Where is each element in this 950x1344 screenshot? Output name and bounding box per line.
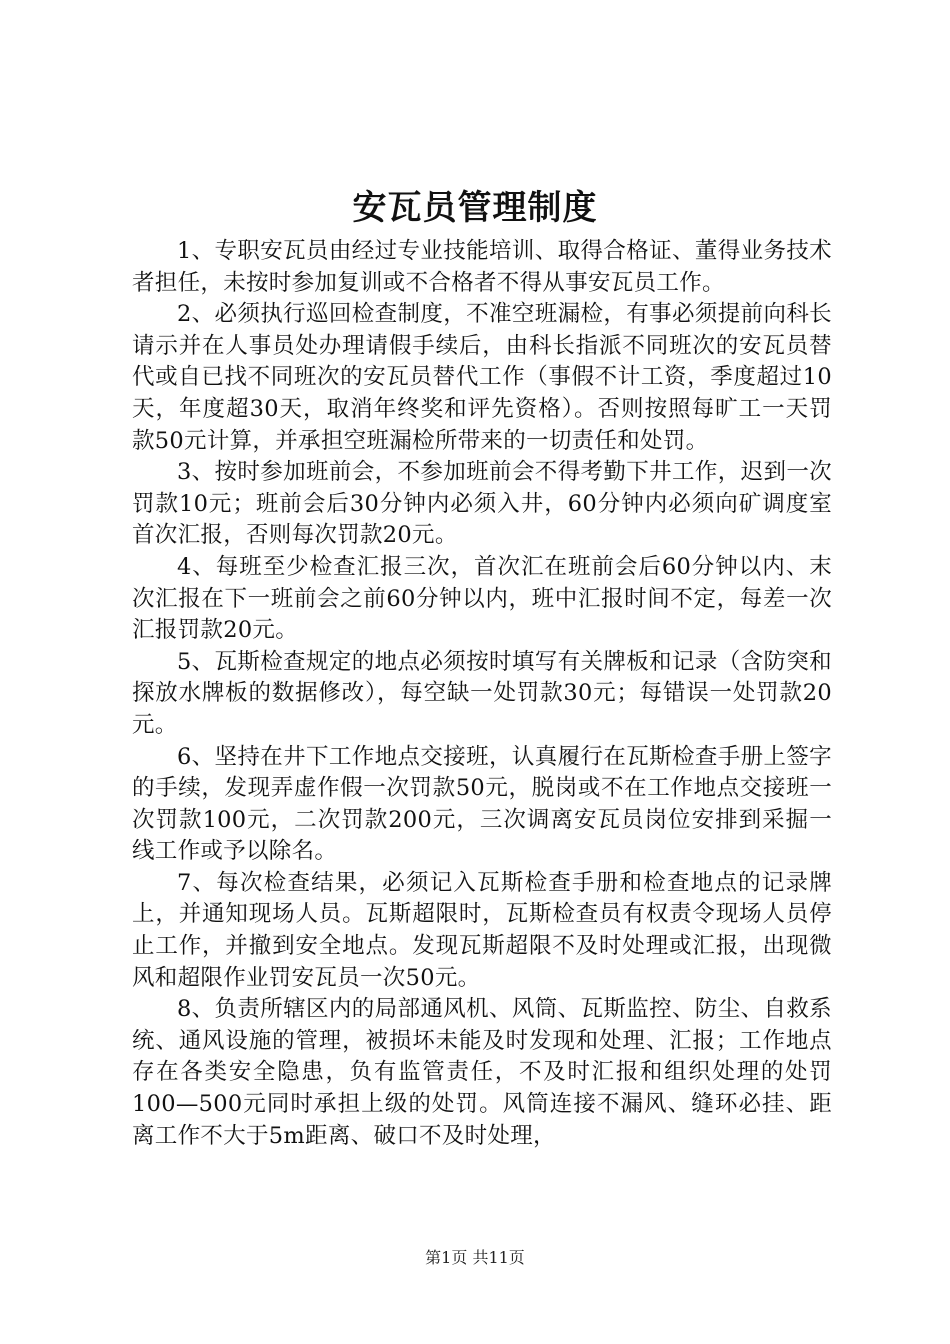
- paragraph-4: 4、每班至少检查汇报三次，首次汇在班前会后60分钟以内、末次汇报在下一班前会之前60分钟以内，班中汇报时间不定，每差一次汇报罚款20元。: [132, 553, 832, 644]
- paragraph-1: 1、专职安瓦员由经过专业技能培训、取得合格证、董得业务技术者担任，未按时参加复训或不合格者不得从事安瓦员工作。: [132, 238, 832, 296]
- paragraph-2: 2、必须执行巡回检查制度，不准空班漏检，有事必须提前向科长请示并在人事员处办理请假手续后，由科长指派不同班次的安瓦员替代或自已找不同班次的安瓦员替代工作（事假不计工资，季度超过10天，年度超30天，取消年终奖和评先资格）。否则按照每旷工一天罚款50元计算，并承担空班漏检所带来的一切责任和处罚。: [132, 301, 832, 454]
- paragraph-3: 3、按时参加班前会，不参加班前会不得考勤下井工作，迟到一次罚款10元；班前会后30分钟内必须入井，60分钟内必须向矿调度室首次汇报，否则每次罚款20元。: [132, 459, 832, 549]
- paragraph-8: 8、负责所辖区内的局部通风机、风筒、瓦斯监控、防尘、自救系统、通风设施的管理，被损坏未能及时发现和处理、汇报；工作地点存在各类安全隐患，负有监管责任，不及时汇报和组织处理的处罚100—500元同时承担上级的处罚。风筒连接不漏风、缝环必挂、距离工作不大于5m距离、破口不及时处理，: [132, 996, 832, 1149]
- paragraph-6: 6、坚持在井下工作地点交接班，认真履行在瓦斯检查手册上签字的手续，发现弄虚作假一次罚款50元，脱岗或不在工作地点交接班一次罚款100元，二次罚款200元，三次调离安瓦员岗位安排到采掘一线工作或予以除名。: [132, 743, 832, 865]
- paragraph-7: 7、每次检查结果，必须记入瓦斯检查手册和检查地点的记录牌上，并通知现场人员。瓦斯超限时，瓦斯检查员有权责令现场人员停止工作，并撤到安全地点。发现瓦斯超限不及时处理或汇报，出现微风和超限作业罚安瓦员一次50元。: [132, 869, 832, 991]
- document-body: [132, 236, 832, 1152]
- page-footer: 第1页 共11页: [425, 1248, 525, 1267]
- document-title: 安瓦员管理制度: [352, 188, 598, 228]
- paragraph-5: 5、瓦斯检查规定的地点必须按时填写有关牌板和记录（含防突和探放水牌板的数据修改），每空缺一处罚款30元；每错误一处罚款20元。: [132, 648, 832, 738]
